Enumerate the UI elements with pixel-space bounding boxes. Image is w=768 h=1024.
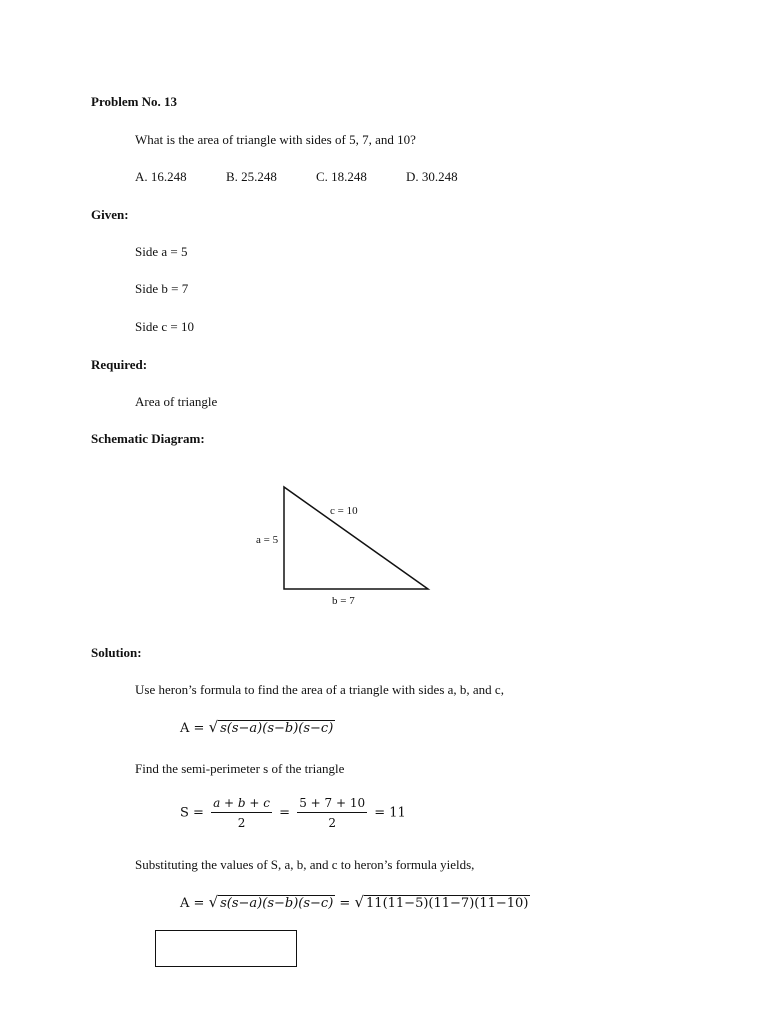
problem-question: What is the area of triangle with sides of 5, 7, and 10? [135,132,416,147]
fraction-numeric-numerator: 5 + 7 + 10 [297,797,367,813]
formula2-lhs: S = [180,805,204,821]
fraction-numeric-denominator: 2 [328,816,336,830]
solution-step-2: Find the semi-perimeter s of the triangle [135,761,345,776]
sqrt-symbol: √ [354,893,365,911]
given-side-c: Side c = 10 [135,319,194,334]
required-text: Area of triangle [135,394,218,409]
problem-title: Problem No. 13 [91,94,178,109]
formula3-radicand-numeric: 11(11−5)(11−7)(11−10) [366,896,529,911]
fraction-numeric [297,797,367,829]
choice-d: D. 30.248 [406,169,458,184]
choice-b: B. 25.248 [226,169,277,184]
choice-a: A. 16.248 [135,169,187,184]
formula3-equals: = [339,896,351,911]
triangle-shape [284,487,428,589]
solution-step-1: Use heron’s formula to find the area of a triangle with sides a, b, and c, [135,682,504,697]
herons-formula [180,720,335,735]
formula2-result: = 11 [374,805,406,821]
semi-perimeter-formula [180,797,406,829]
triangle-diagram [252,476,452,616]
formula3-radicand-symbolic: s(s−a)(s−b)(s−c) [220,896,334,911]
formula1-lhs: A = [180,721,205,736]
formula2-equals: = [279,805,291,821]
answer-box [155,930,297,967]
choice-c: C. 18.248 [316,169,367,184]
fraction-symbolic [211,797,272,829]
formula1-radicand: s(s−a)(s−b)(s−c) [220,721,334,736]
given-side-a: Side a = 5 [135,244,188,259]
diagram-heading: Schematic Diagram: [91,431,205,446]
label-side-b: b = 7 [332,595,355,607]
substituted-formula [180,895,530,910]
sqrt-symbol: √ [208,718,219,736]
formula3-lhs: A = [180,896,205,911]
label-side-a: a = 5 [256,534,279,546]
label-side-c: c = 10 [330,505,358,517]
sqrt-symbol: √ [208,893,219,911]
solution-step-3: Substituting the values of S, a, b, and c to heron’s formula yields, [135,857,475,872]
given-side-b: Side b = 7 [135,281,189,296]
required-heading: Required: [91,357,148,372]
solution-heading: Solution: [91,645,142,660]
fraction-symbolic-numerator: a + b + c [211,797,272,813]
given-heading: Given: [91,207,129,222]
fraction-symbolic-denominator: 2 [237,816,246,830]
